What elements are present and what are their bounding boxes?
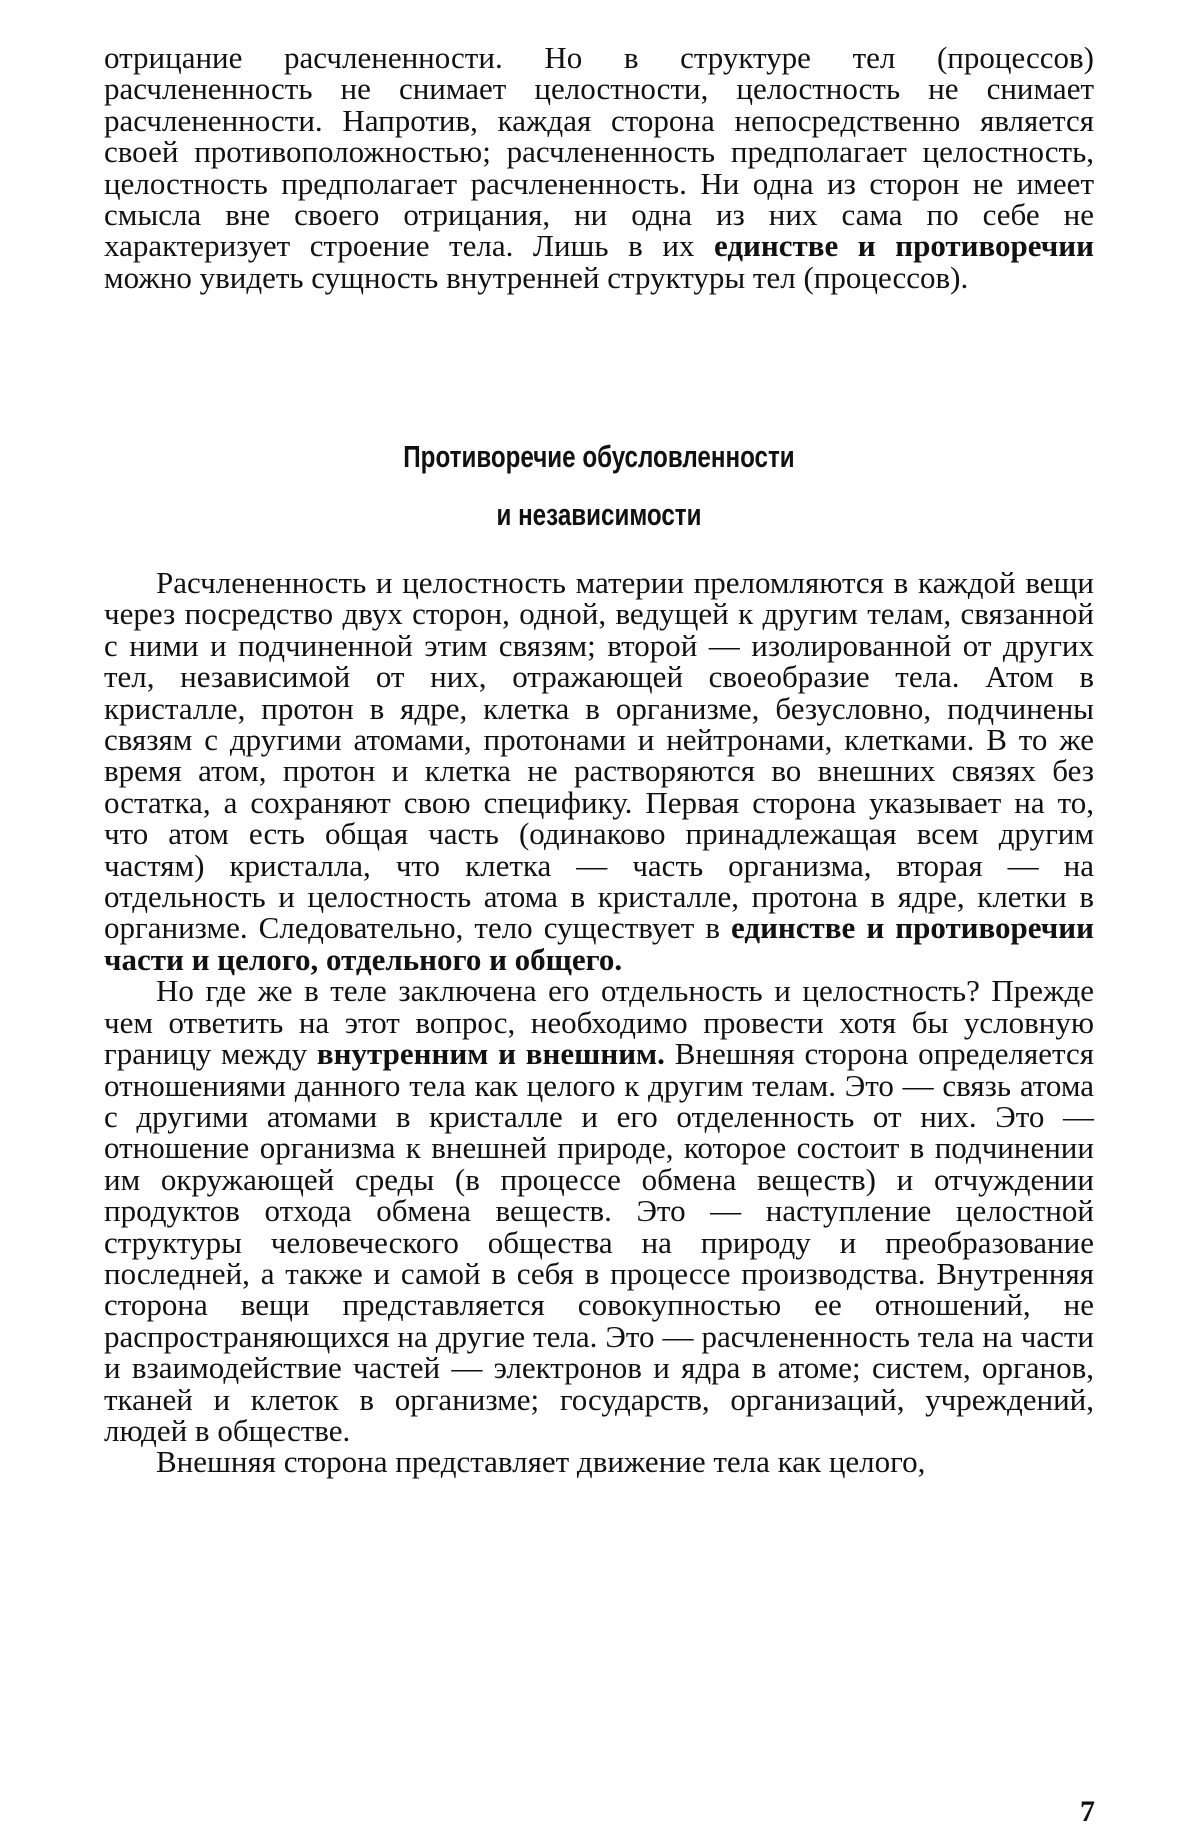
- paragraph-1-bold: единстве и противоречии части и целого, отдельного и общего.: [104, 910, 1094, 977]
- paragraph-3: [104, 1444, 1094, 1480]
- paragraph-1-text: Расчлененность и целостность материи преломляются в каждой вещи через посредство двух сторон, одной, ведущей к другим телам, связанной с ними и подчиненной этим связям; второй — изолированной от других тел, независимой от них, отражающей своеобразие тела. Атом в кристалле, протон в ядре, клетка в организме, безусловно, подчинены связям с другими атомами, протонами и нейтронами, клетками. В то же время атом, протон и клетка не растворяются во внешних связях без остатка, а сохраняют свою специфику. Первая сторона указывает на то, что атом есть общая часть (одинаково принадлежащая всем другим частям) кристалла, что клетка — часть организма, вторая — на отдельность и целостность атома в кристалле, протона в ядре, клетки в организме. Следовательно, тело существует в: [104, 565, 1094, 946]
- page-number: 7: [1080, 1795, 1095, 1828]
- paragraph-3-text: Внешняя сторона представляет движение тела как целого,: [156, 1444, 926, 1480]
- paragraph-2-text-part1: Но где же в теле заключена его отдельность и целостность? Прежде чем ответить на этот вопрос, необходимо провести хотя бы условную границу между: [104, 973, 1094, 1072]
- section-heading: [213, 428, 985, 544]
- intro-bold-phrase: единстве и противоречии: [713, 228, 1094, 264]
- paragraph-1: [104, 567, 1094, 975]
- heading-line-1: Противоречие обусловленности: [403, 439, 795, 474]
- intro-text-part1: отрицание расчлененности. Но в структуре тел (процессов) расчлененность не снимает целостности, целостность не снимает расчлененности. Напротив, каждая сторона непосредственно является своей противоположностью; расчлененность предполагает целостность, целостность предполагает расчлененность. Ни одна из сторон не имеет смысла вне своего отрицания, ни одна из них сама по себе не характеризует строение тела. Лишь в их: [104, 40, 1094, 264]
- paragraph-2: [104, 975, 1094, 1446]
- intro-paragraph: [104, 42, 1094, 293]
- heading-line-2: и независимости: [496, 497, 702, 532]
- paragraph-2-bold: внутренним и внешним.: [316, 1036, 665, 1072]
- intro-text-part2: можно увидеть сущность внутренней структуры тел (процессов).: [104, 259, 969, 295]
- paragraph-2-text-part2: Внешняя сторона определяется отношениями данного тела как целого к другим телам. Это — связь атома с другими атомами в кристалле и его отделенность от них. Это — отношение организма к внешней природе, которое состоит в подчинении им окружающей среды (в процессе обмена веществ) и отчуждении продуктов отхода обмена веществ. Это — наступление целостной структуры человеческого общества на природу и преобразование последней, а также и самой в себя в процессе производства. Внутренняя сторона вещи представляется совокупностью ее отношений, не распространяющихся на другие тела. Это — расчлененность тела на части и взаимодействие частей — электронов и ядра в атоме; систем, органов, тканей и клеток в организме; государств, организаций, учреждений, людей в обществе.: [104, 1036, 1094, 1448]
- section-body: [104, 567, 1094, 1478]
